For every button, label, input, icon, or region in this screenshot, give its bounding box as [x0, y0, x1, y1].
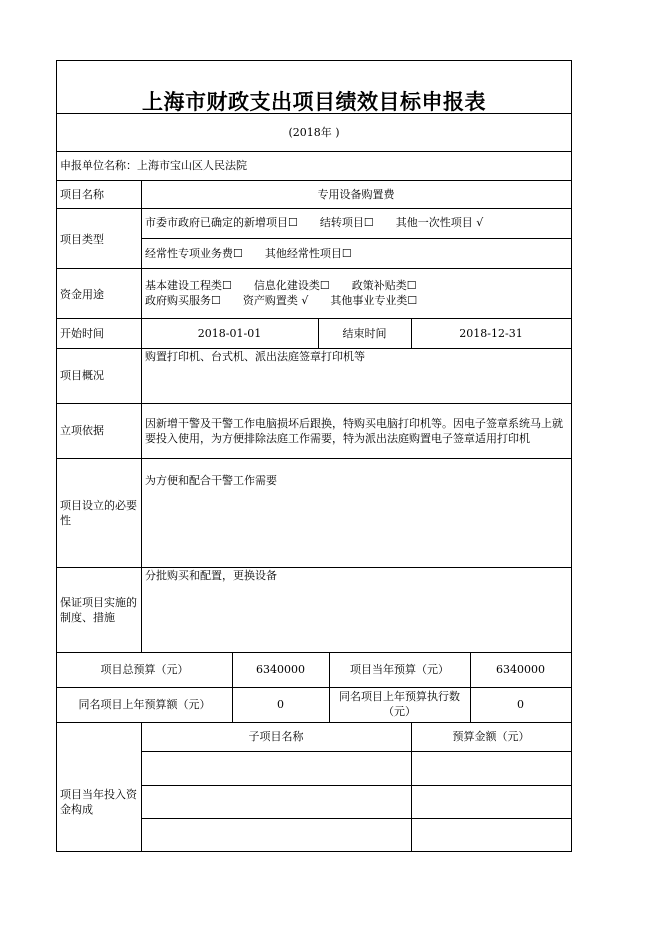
project-name-value: 专用设备购置费: [317, 188, 395, 201]
fund-use-options-2: 政府购买服务☐ 资产购置类 √ 其他事业专业类☐: [145, 294, 418, 307]
budget-amount-header: 预算金额（元）: [452, 730, 530, 743]
form-year: (2018年 ): [288, 126, 340, 139]
budget-amount-cell[interactable]: [412, 752, 570, 784]
grid-line: [57, 722, 571, 723]
overview-label: 项目概况: [60, 369, 104, 382]
applicant-unit: 申报单位名称：上海市宝山区人民法院: [60, 159, 247, 172]
necessity-label: 项目设立的必要性: [60, 499, 137, 527]
grid-line: [57, 567, 571, 568]
grid-line: [57, 458, 571, 459]
basis-label: 立项依据: [60, 424, 104, 437]
grid-line: [57, 208, 571, 209]
measures-value: 分批购买和配置，更换设备: [145, 569, 277, 582]
end-time-value: 2018-12-31: [459, 327, 523, 340]
start-time-value: 2018-01-01: [197, 327, 262, 340]
sub-project-name-header: 子项目名称: [248, 730, 304, 743]
measures-label: 保证项目实施的制度、措施: [60, 596, 137, 624]
grid-line: [57, 652, 571, 653]
form-title: 上海市财政支出项目绩效目标申报表: [142, 89, 486, 114]
last-year-budget-label: 同名项目上年预算额（元）: [78, 698, 211, 711]
current-year-budget-label: 项目当年预算（元）: [350, 663, 449, 676]
project-type-label: 项目类型: [60, 233, 104, 246]
budget-amount-cell[interactable]: [412, 819, 570, 851]
grid-line: [57, 151, 571, 152]
end-time-label: 结束时间: [342, 327, 387, 340]
grid-line: [57, 180, 571, 181]
last-year-execution-value: 0: [517, 698, 524, 711]
grid-line: [57, 268, 571, 269]
budget-amount-cell[interactable]: [412, 786, 570, 817]
fund-use-label: 资金用途: [60, 288, 104, 301]
necessity-value: 为方便和配合干警工作需要: [145, 474, 277, 487]
grid-line: [141, 180, 142, 652]
sub-project-name-cell[interactable]: [142, 752, 410, 784]
performance-target-form: [56, 60, 572, 852]
total-budget-label: 项目总预算（元）: [100, 663, 189, 676]
grid-line: [57, 403, 571, 404]
total-budget-value: 6340000: [256, 663, 305, 676]
basis-value: 因新增干警及干警工作电脑损坏后跟换，特购买电脑打印机等。因电子签章系统马上就要投入使用，为方便排除法庭工作需要，特为派出法庭购置电子签章适用打印机: [145, 417, 563, 445]
project-name-label: 项目名称: [60, 188, 104, 201]
grid-line: [57, 318, 571, 319]
sub-project-name-cell[interactable]: [142, 819, 410, 851]
start-time-label: 开始时间: [60, 327, 104, 340]
project-type-options-1: 市委市政府已确定的新增项目☐ 结转项目☐ 其他一次性项目 √: [145, 216, 484, 229]
last-year-execution-label: 同名项目上年预算执行数（元）: [339, 690, 460, 718]
composition-label: 项目当年投入资金构成: [60, 788, 137, 816]
project-type-options-2: 经常性专项业务费☐ 其他经常性项目☐: [145, 247, 352, 260]
current-year-budget-value: 6340000: [496, 663, 545, 676]
fund-use-options-1: 基本建设工程类☐ 信息化建设类☐ 政策补贴类☐: [145, 279, 417, 292]
overview-value: 购置打印机、台式机、派出法庭签章打印机等: [145, 350, 365, 363]
grid-line: [57, 687, 571, 688]
grid-line: [141, 238, 571, 239]
last-year-budget-value: 0: [277, 698, 284, 711]
sub-project-name-cell[interactable]: [142, 786, 410, 817]
